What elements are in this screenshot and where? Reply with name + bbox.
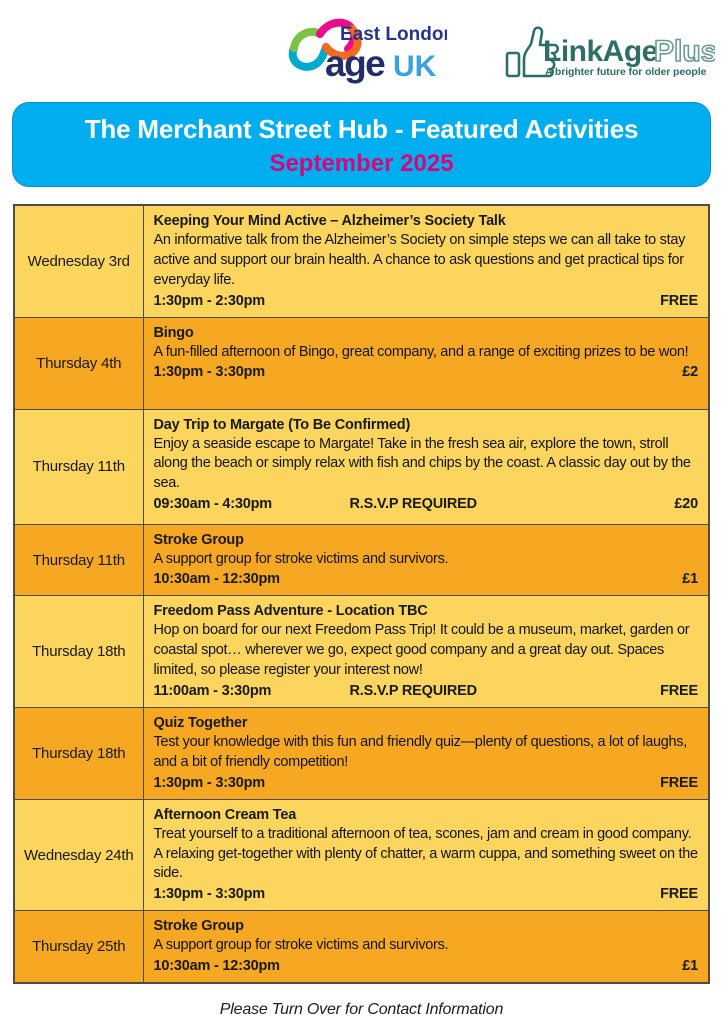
activity-cell: [143, 911, 709, 983]
activities-table: [13, 204, 710, 984]
linkage-logo-graphic: [503, 18, 715, 84]
table-row: [14, 911, 709, 983]
table-row: [14, 205, 709, 317]
activity-meta: [154, 681, 699, 701]
table-row: [14, 409, 709, 524]
activity-time: 1:30pm - 2:30pm: [153, 292, 265, 309]
activity-time: 1:30pm - 3:30pm: [153, 886, 265, 903]
activity-date: Wednesday 24th: [14, 799, 143, 911]
table-row: [14, 799, 709, 911]
activity-meta: [154, 956, 699, 976]
activity-description: An informative talk from the Alzheimer’s Society on simple steps we can all take to stay active and support our brain health. A chance to ask questions and get practical tips for everyday life.: [153, 232, 686, 288]
activity-price: £20: [674, 496, 698, 513]
ageuk-logo-graphic: [281, 12, 447, 90]
activity-description: Treat yourself to a traditional afternoon of tea, scones, jam and cream in good company. A relaxing get-together with plenty of chatter, a warm cuppa, and something sweet on the side.: [153, 825, 698, 882]
activity-description: Enjoy a seaside escape to Margate! Take in the fresh sea air, explore the town, stroll along the beach or simply relax with fish and chips by the coast. A classic day out by the sea.: [153, 435, 691, 492]
ageuk-region-label: East London: [340, 24, 447, 45]
linkage-brand-label: LinkAge: [543, 35, 658, 68]
title-banner: [12, 102, 711, 187]
activity-price: FREE: [660, 683, 698, 700]
table-row: [14, 317, 709, 409]
activity-time: 10:30am - 12:30pm: [153, 958, 280, 975]
page-header: [0, 0, 723, 100]
activity-cell: [143, 205, 709, 317]
activity-meta: [154, 884, 699, 904]
activity-price: FREE: [660, 774, 698, 791]
activity-date: Thursday 18th: [14, 596, 143, 708]
activity-time: 1:30pm - 3:30pm: [153, 774, 265, 791]
activity-meta: [154, 494, 699, 514]
activity-date: Thursday 25th: [14, 911, 143, 983]
activity-title: Quiz Together: [153, 715, 248, 732]
activity-cell: [143, 317, 709, 409]
activity-meta: [154, 773, 699, 793]
ageuk-brand-suffix-label: UK: [393, 50, 437, 83]
activity-price: FREE: [660, 292, 698, 309]
activity-title: Stroke Group: [153, 531, 244, 548]
activity-rsvp: R.S.V.P REQUIRED: [349, 683, 477, 700]
ageuk-brand-label: age: [325, 43, 385, 84]
activity-price: FREE: [660, 886, 698, 903]
activity-description: A support group for stroke victims and survivors.: [153, 937, 449, 954]
activity-description: A support group for stroke victims and survivors.: [153, 550, 449, 567]
activity-date: Thursday 11th: [14, 409, 143, 524]
activity-price: £2: [682, 364, 698, 381]
page-title: The Merchant Street Hub - Featured Activities: [84, 114, 639, 144]
activity-time: 1:30pm - 3:30pm: [153, 364, 265, 381]
table-row: [14, 708, 709, 800]
activity-title: Freedom Pass Adventure - Location TBC: [153, 603, 428, 620]
activity-rsvp: R.S.V.P REQUIRED: [349, 496, 477, 513]
activity-date: Thursday 11th: [14, 524, 143, 596]
linkage-plus-logo: [503, 18, 715, 89]
turn-over-note: Please Turn Over for Contact Information: [219, 1001, 504, 1019]
activity-price: £1: [682, 571, 698, 588]
activity-cell: [143, 524, 709, 596]
activity-title: Bingo: [153, 324, 194, 341]
activity-meta: [154, 291, 699, 311]
activity-title: Keeping Your Mind Active – Alzheimer’s Society Talk: [153, 213, 506, 229]
activity-price: £1: [682, 958, 698, 975]
linkage-tagline: A brighter future for older people: [545, 66, 707, 78]
activity-title: Afternoon Cream Tea: [153, 806, 297, 823]
activity-date: Thursday 4th: [14, 317, 143, 409]
activity-meta: [154, 569, 699, 589]
page-subtitle: September 2025: [269, 150, 454, 177]
activity-description: Test your knowledge with this fun and friendly quiz—plenty of questions, a lot of laughs, and a bit of friendly competition!: [153, 734, 687, 770]
activity-title: Stroke Group: [153, 918, 244, 935]
activity-cell: [143, 708, 709, 800]
activity-title: Day Trip to Margate (To Be Confirmed): [153, 416, 411, 433]
activity-time: 11:00am - 3:30pm: [153, 683, 272, 700]
linkage-brand-suffix-label: Plus: [654, 35, 715, 68]
activity-date: Wednesday 3rd: [14, 205, 143, 317]
activity-meta: [154, 362, 699, 382]
ageuk-east-london-logo: [281, 12, 447, 95]
activity-cell: [143, 596, 709, 708]
activity-date: Thursday 18th: [14, 708, 143, 800]
activity-description: A fun-filled afternoon of Bingo, great company, and a range of exciting prizes to be won!: [153, 343, 689, 360]
activity-time: 09:30am - 4:30pm: [153, 496, 272, 513]
table-row: [14, 596, 709, 708]
table-row: [14, 524, 709, 596]
activity-description: Hop on board for our next Freedom Pass Trip! It could be a museum, market, garden or coastal spot… wherever we go, expect good company and a great day out. Spaces limited, so please register your interest now!: [153, 622, 690, 679]
activity-cell: [143, 409, 709, 524]
activity-time: 10:30am - 12:30pm: [153, 571, 280, 588]
activity-cell: [143, 799, 709, 911]
